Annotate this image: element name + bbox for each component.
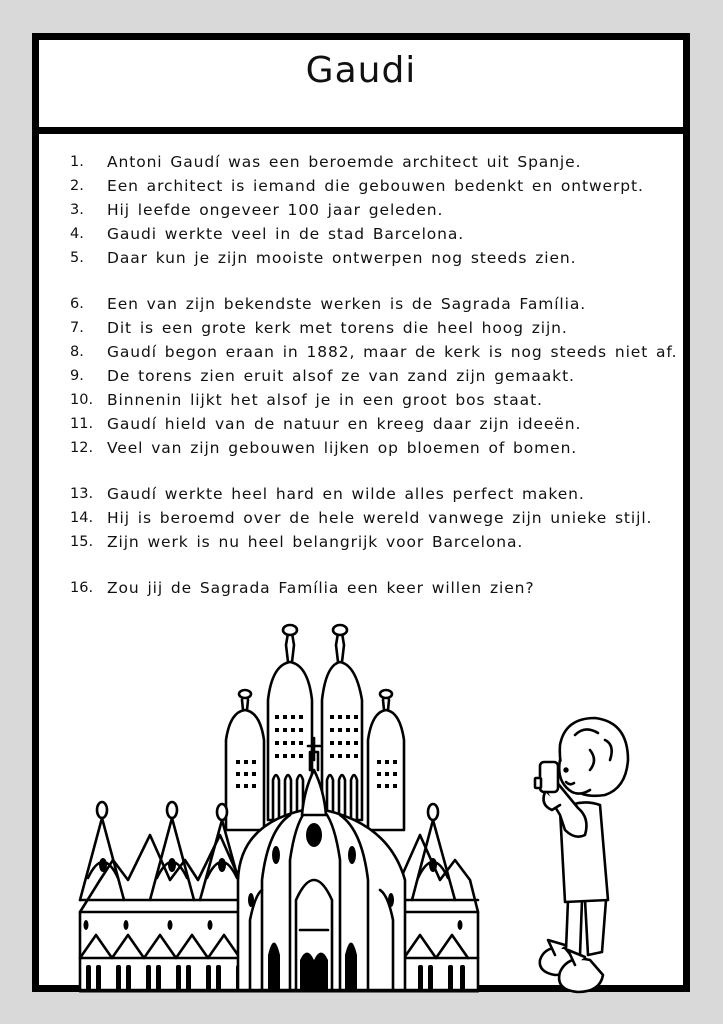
page-title: Gaudi: [305, 49, 417, 91]
sentence-item: [70, 150, 677, 174]
sentence-text: Veel van zijn gebouwen lijken op bloemen of bomen.: [107, 439, 578, 457]
sentence-number: 1.: [70, 154, 84, 170]
sentence-number: 6.: [70, 296, 84, 312]
sentence-number: 16.: [70, 580, 94, 596]
sentence-text: Dit is een grote kerk met torens die heel hoog zijn.: [107, 319, 568, 337]
sentence-number: 12.: [70, 440, 94, 456]
sentence-text: Daar kun je zijn mooiste ontwerpen nog steeds zien.: [107, 249, 577, 267]
sentence-item: [70, 292, 677, 316]
sentence-item: [70, 174, 677, 198]
sentence-item: [70, 364, 677, 388]
question-item: [70, 576, 677, 600]
sentence-number: 14.: [70, 510, 94, 526]
sentence-text: Gaudí begon eraan in 1882, maar de kerk is nog steeds niet af.: [107, 343, 678, 361]
sentence-number: 8.: [70, 344, 84, 360]
sentence-text: Hij is beroemd over de hele wereld vanwege zijn unieke stijl.: [107, 509, 653, 527]
sentence-item: [70, 222, 677, 246]
sentence-list: [70, 150, 677, 600]
sentence-item: [70, 412, 677, 436]
sentence-item: [70, 388, 677, 412]
sentence-number: 5.: [70, 250, 84, 266]
sentence-text: Hij leefde ongeveer 100 jaar geleden.: [107, 201, 444, 219]
sentence-text: Een van zijn bekendste werken is de Sagrada Família.: [107, 295, 587, 313]
sentence-number: 2.: [70, 178, 84, 194]
sentence-item: [70, 198, 677, 222]
sentence-item: [70, 246, 677, 270]
worksheet-frame: [32, 33, 690, 992]
sentence-number: 15.: [70, 534, 94, 550]
sentence-item: [70, 340, 677, 364]
sentence-text: Zijn werk is nu heel belangrijk voor Barcelona.: [107, 533, 524, 551]
sentence-text: Binnenin lijkt het alsof je in een groot bos staat.: [107, 391, 543, 409]
sentence-text: Gaudí werkte heel hard en wilde alles perfect maken.: [107, 485, 585, 503]
sentence-item: [70, 506, 677, 530]
sentence-number: 9.: [70, 368, 84, 384]
question-text: Zou jij de Sagrada Família een keer willen zien?: [107, 579, 535, 597]
sentence-text: De torens zien eruit alsof ze van zand zijn gemaakt.: [107, 367, 575, 385]
sentence-number: 11.: [70, 416, 94, 432]
sentence-number: 7.: [70, 320, 84, 336]
sentence-item: [70, 482, 677, 506]
sentence-item: [70, 530, 677, 554]
sentence-number: 3.: [70, 202, 84, 218]
sentence-number: 10.: [70, 392, 94, 408]
sentence-number: 13.: [70, 486, 94, 502]
sentence-number: 4.: [70, 226, 84, 242]
sentence-text: Antoni Gaudí was een beroemde architect uit Spanje.: [107, 153, 582, 171]
sentence-item: [70, 436, 677, 460]
title-box: [39, 40, 683, 134]
sentence-text: Gaudí hield van de natuur en kreeg daar zijn ideeën.: [107, 415, 582, 433]
sentence-text: Gaudi werkte veel in de stad Barcelona.: [107, 225, 465, 243]
sentence-item: [70, 316, 677, 340]
sentence-text: Een architect is iemand die gebouwen bedenkt en ontwerpt.: [107, 177, 644, 195]
